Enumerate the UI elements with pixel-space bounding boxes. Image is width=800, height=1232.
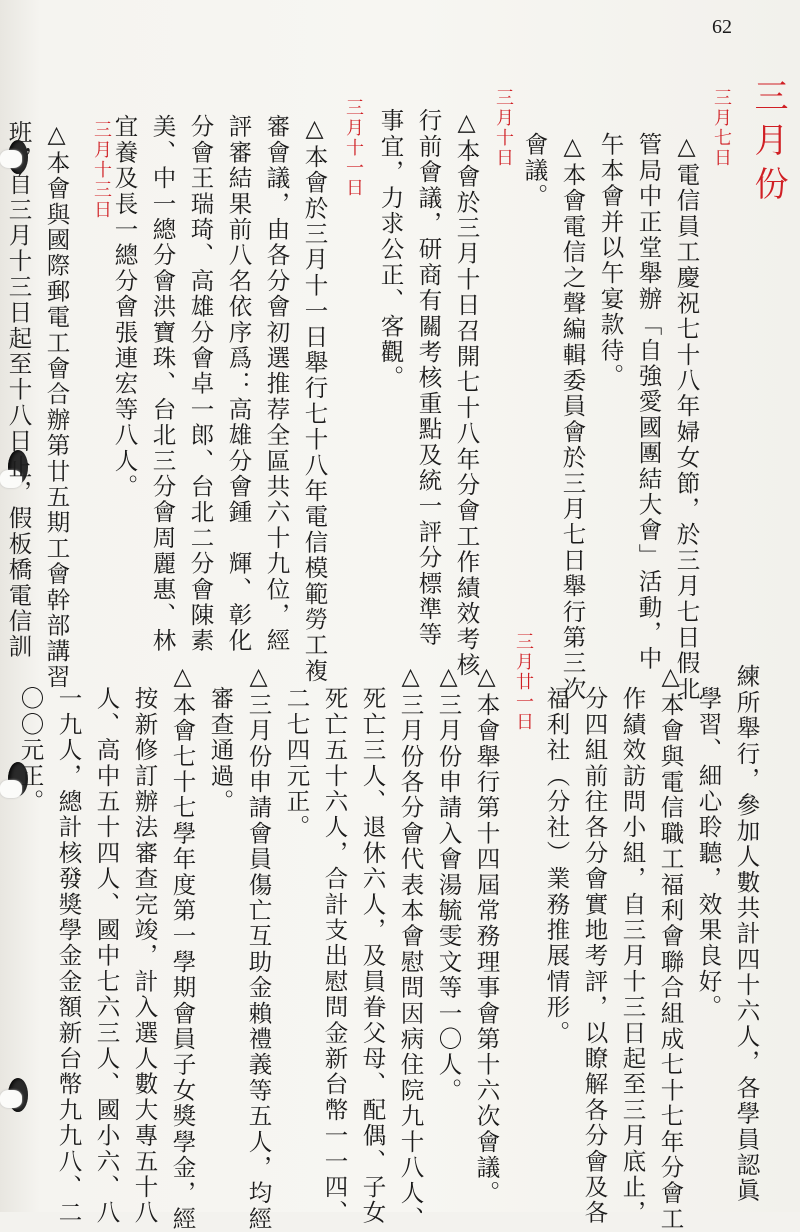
text-column: △本會於三月十一日舉行七十八年電信模範勞工複 [300,114,329,684]
text-column: 福利社（分社）業務推展情形。 [542,686,571,1046]
text-column: 一九人，總計核發獎學金金額新台幣九九八、二 [54,686,83,1226]
text-column: 午本會并以午宴款待。 [596,132,625,389]
text-column: △本會與電信職工福利會聯合組成七十七年分會工 [656,662,685,1232]
text-column: 作績效訪問小組，自三月十三日起至三月底止， [618,686,647,1226]
text-column: 死亡三人、退休六人，及員眷父母、配偶、子女 [358,686,387,1226]
date-heading-mar13: 三月十三日 [91,120,112,220]
text-column: △本會舉行第十四屆常務理事會第十六次會議。 [472,662,501,1207]
text-column: 人、高中五十四人、國中七六三人、國小六、八 [92,686,121,1226]
text-column: 審查通過。 [206,686,235,815]
text-column: 二七四元正。 [282,686,311,841]
month-title: 三月份 [748,78,788,210]
text-column: 管局中正堂舉辦「自強愛國團結大會」活動，中 [634,132,663,672]
binding-thread [0,1090,22,1108]
text-column: 班，自三月十三日起至十八日止，假板橋電信訓 [4,120,33,660]
text-column: 行前會議，研商有關考核重點及統一評分標準等 [414,108,443,648]
text-column: 美、中一總分會洪寶珠、台北三分會周麗惠、林 [148,114,177,654]
text-column: 按新修訂辦法審查完竣，計入選人數大專五十八 [130,686,159,1226]
text-column: 事宜，力求公正、客觀。 [376,108,405,391]
date-heading-mar11: 三月十一日 [343,98,364,198]
text-column: 會議。 [520,132,549,210]
text-column: 宜養及長一總分會張連宏等八人。 [110,114,139,500]
text-column: △本會電信之聲編輯委員會於三月七日舉行第三次 [558,132,587,702]
text-column: △三月份申請入會湯毓雯文等一〇人。 [434,662,463,1104]
date-heading-mar21: 三月廿一日 [513,632,534,732]
text-column: 分四組前往各分會實地考評，以瞭解各分會及各 [580,686,609,1226]
text-column: 學習、細心聆聽，效果良好。 [694,686,723,1021]
date-heading-mar10: 三月十日 [493,88,514,168]
text-column: 審會議，由各分會初選推荐全區共六十九位，經 [262,114,291,654]
text-column: 〇〇元正。 [16,686,45,815]
text-column: △三月份申請會員傷亡互助金賴禮義等五人，均經 [244,662,273,1232]
text-column: 分會王瑞琦、高雄分會卓一郎、台北二分會陳素 [186,114,215,654]
page-number: 62 [712,16,732,38]
text-column: △本會與國際郵電工會合辦第廿五期工會幹部講習 [42,120,71,690]
text-column: 練所舉行，參加人數共計四十六人，各學員認眞 [732,664,761,1204]
text-column: △本會於三月十日召開七十八年分會工作績效考核 [452,108,481,678]
text-column: 死亡五十六人，合計支出慰問金新台幣一一四、 [320,686,349,1226]
text-column: △電信員工慶祝七十八年婦女節，於三月七日假北 [672,132,701,702]
text-column: △三月份各分會代表本會慰問因病住院九十八人、 [396,662,425,1232]
text-column: 評審結果前八名依序爲：高雄分會鍾 輝、彰化 [224,114,253,654]
date-heading-mar7: 三月七日 [711,88,732,168]
text-column: △本會七十七學年度第一學期會員子女獎學金，經 [168,662,197,1232]
